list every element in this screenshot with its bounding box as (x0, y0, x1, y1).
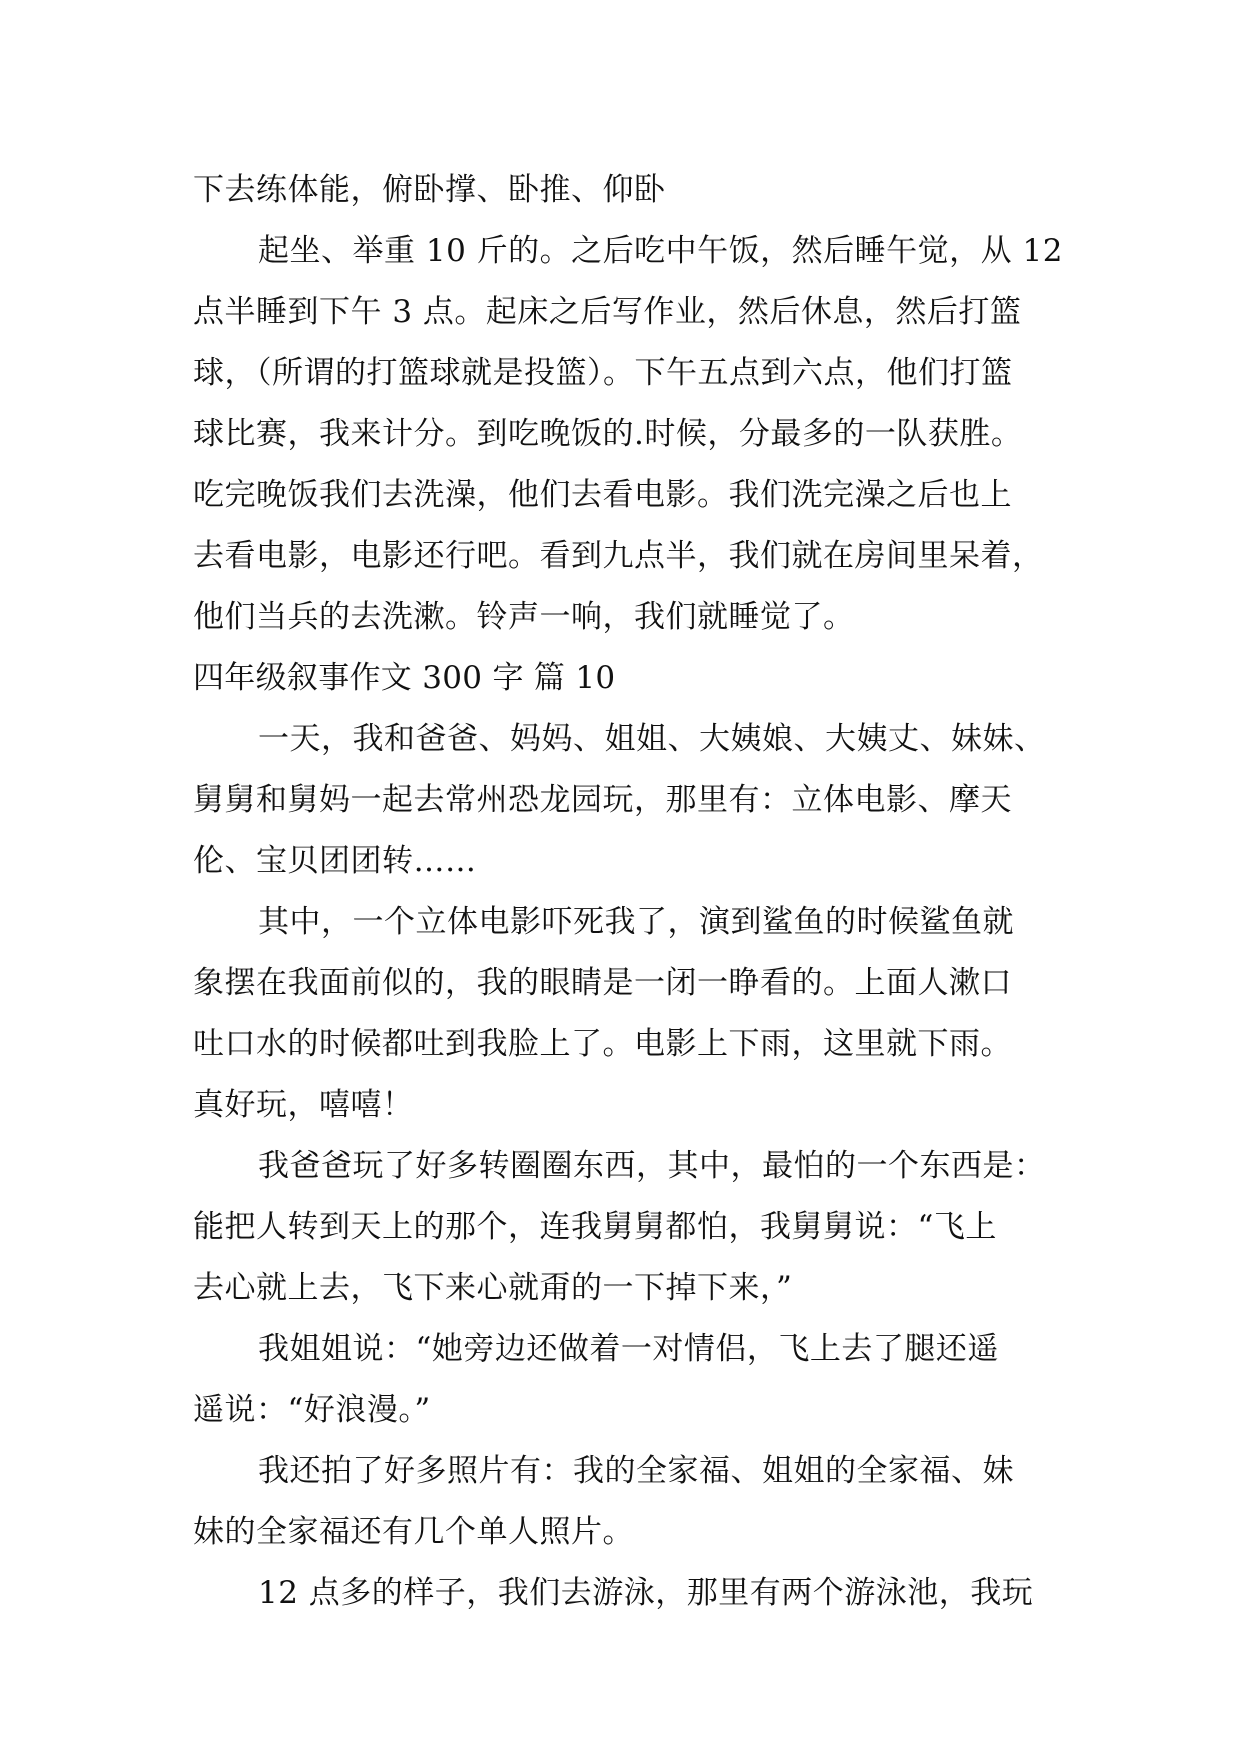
paragraph-start-line: 我姐姐说：“她旁边还做着一对情侣，飞上去了腿还遥 (258, 1331, 999, 1367)
paragraph-start-line: 我爸爸玩了好多转圈圈东西，其中，最怕的一个东西是： (258, 1148, 1046, 1184)
text-line: 吐口水的时候都吐到我脸上了。电影上下雨，这里就下雨。 (193, 1026, 1012, 1062)
text-line: 去看电影，电影还行吧。看到九点半，我们就在房间里呆着， (193, 538, 1044, 574)
text-line: 能把人转到天上的那个，连我舅舅都怕，我舅舅说：“飞上 (193, 1209, 997, 1245)
paragraph-start-line: 我还拍了好多照片有：我的全家福、姐姐的全家福、妹 (258, 1453, 1014, 1489)
text-line: 遥说：“好浪漫。” (193, 1392, 431, 1428)
paragraph-start-line: 一天，我和爸爸、妈妈、姐姐、大姨娘、大姨丈、妹妹、 (258, 721, 1046, 757)
text-line: 球比赛，我来计分。到吃晚饭的.时候，分最多的一队获胜。 (193, 416, 1023, 452)
text-line: 妹的全家福还有几个单人照片。 (193, 1514, 634, 1550)
paragraph-start-line: 起坐、举重 10 斤的。之后吃中午饭，然后睡午觉，从 12 (258, 233, 1063, 269)
text-line: 他们当兵的去洗漱。铃声一响，我们就睡觉了。 (193, 599, 855, 635)
text-line: 下去练体能，俯卧撑、卧推、仰卧 (193, 172, 666, 208)
text-line: 点半睡到下午 3 点。起床之后写作业，然后休息，然后打篮 (193, 294, 1022, 330)
paragraph-start-line: 12 点多的样子，我们去游泳，那里有两个游泳池，我玩 (258, 1575, 1034, 1611)
text-line: 真好玩，嘻嘻！ (193, 1087, 414, 1123)
text-line: 舅舅和舅妈一起去常州恐龙园玩，那里有：立体电影、摩天 (193, 782, 1012, 818)
text-line: 吃完晚饭我们去洗澡，他们去看电影。我们洗完澡之后也上 (193, 477, 1012, 513)
document-body (193, 160, 1063, 1624)
text-line: 伦、宝贝团团转…… (193, 843, 477, 879)
section-heading: 四年级叙事作文 300 字 篇 10 (193, 660, 616, 696)
paragraph-start-line: 其中，一个立体电影吓死我了，演到鲨鱼的时候鲨鱼就 (258, 904, 1014, 940)
text-line: 象摆在我面前似的，我的眼睛是一闭一睁看的。上面人漱口 (193, 965, 1012, 1001)
text-line: 球，（所谓的打篮球就是投篮）。下午五点到六点，他们打篮 (193, 355, 1013, 391)
text-line: 去心就上去，飞下来心就甭的一下掉下来，” (193, 1270, 793, 1306)
